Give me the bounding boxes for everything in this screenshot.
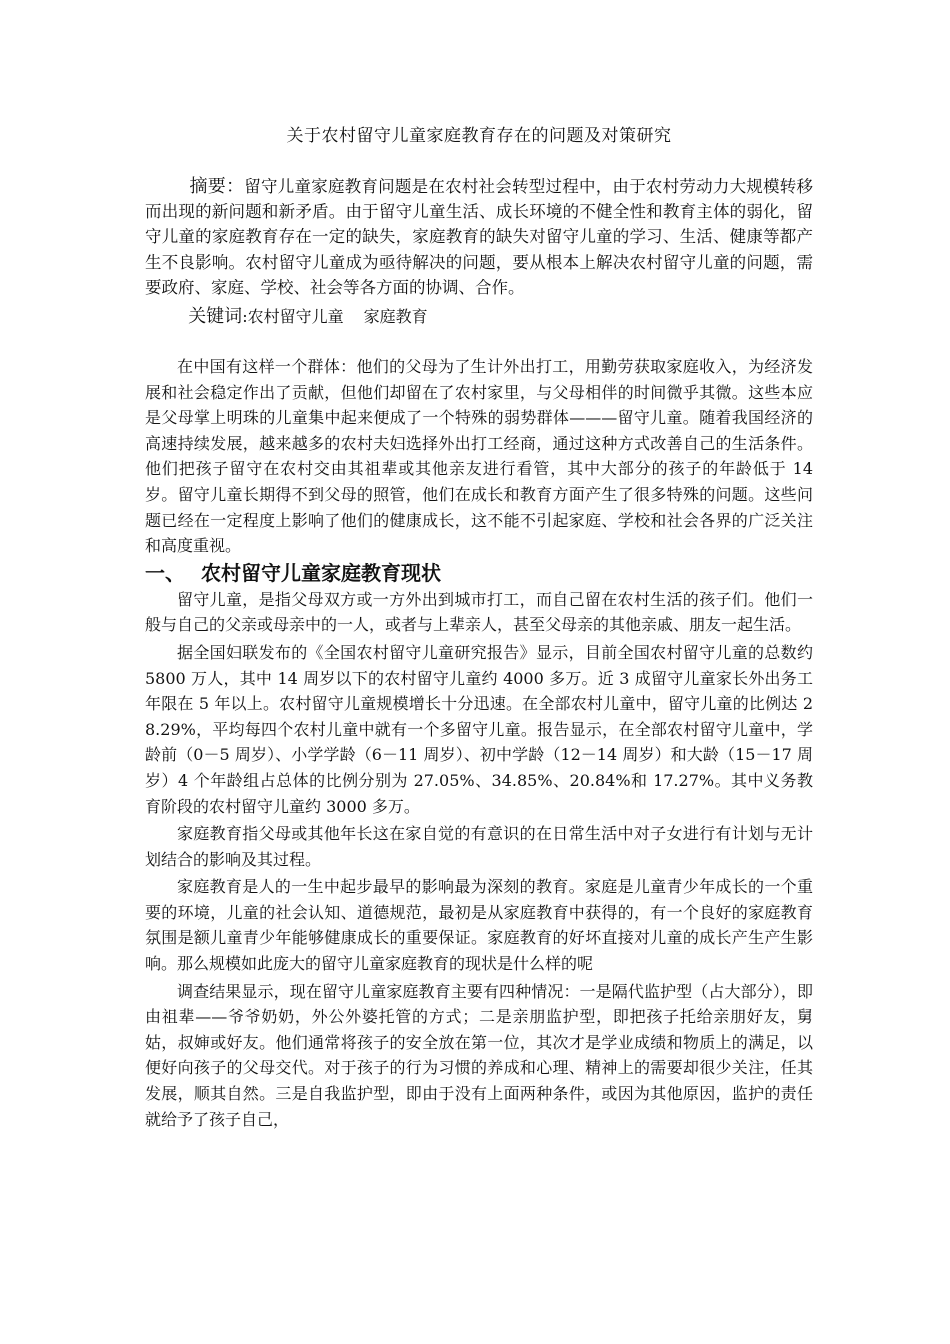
abstract-label: 摘要： xyxy=(189,176,245,197)
body-paragraph: 留守儿童，是指父母双方或一方外出到城市打工，而自己留在农村生活的孩子们。他们一般与自己的父亲或母亲中的一人，或者与上辈亲人，甚至父母亲的其他亲戚、朋友一起生活。 xyxy=(145,589,813,635)
keyword-2: 家庭教育 xyxy=(363,307,428,327)
document-title: 关于农村留守儿童家庭教育存在的问题及对策研究 xyxy=(286,126,672,146)
keywords-line xyxy=(145,304,813,330)
keyword-1: 农村留守儿童 xyxy=(247,307,344,327)
intro-paragraph: 在中国有这样一个群体：他们的父母为了生计外出打工，用勤劳获取家庭收入，为经济发展和社会稳定作出了贡献，但他们却留在了农村家里，与父母相伴的时间微乎其微。这些本应是父母掌上明珠的儿童集中起来便成了一个特殊的弱势群体———留守儿童。随着我国经济的高速持续发展，越来越多的农村夫妇选择外出打工经商，通过这种方式改善自己的生活条件。他们把孩子留守在农村交由其祖辈或其他亲友进行看管，其中大部分的孩子的年龄低于 14 岁。留守儿童长期得不到父母的照管，他们在成长和教育方面产生了很多特殊的问题。这些问题已经在一定程度上影响了他们的健康成长，这不能不引起家庭、学校和社会各界的广泛关注和高度重视。 xyxy=(145,357,813,556)
abstract-text: 留守儿童家庭教育问题是在农村社会转型过程中，由于农村劳动力大规模转移而出现的新问题和新矛盾。由于留守儿童生活、成长环境的不健全性和教育主体的弱化，留守儿童的家庭教育存在一定的缺失，家庭教育的缺失对留守儿童的学习、生活、健康等都产生不良影响。农村留守儿童成为亟待解决的问题，要从根本上解决农村留守儿童的问题，需要政府、家庭、学校、社会等各方面的协调、合作。 xyxy=(145,177,814,297)
section-number: 一、 xyxy=(145,560,185,585)
keywords-label: 关键词 xyxy=(188,306,243,328)
section-title: 农村留守儿童家庭教育现状 xyxy=(201,560,441,585)
body-paragraph: 家庭教育是人的一生中起步最早的影响最为深刻的教育。家庭是儿童青少年成长的一个重要的环境，儿童的社会认知、道德规范，最初是从家庭教育中获得的，有一个良好的家庭教育氛围是额儿童青少年能够健康成长的重要保证。家庭教育的好坏直接对儿童的成长产生产生影响。那么规模如此庞大的留守儿童家庭教育的现状是什么样的呢 xyxy=(145,877,813,974)
body-paragraph: 调查结果显示，现在留守儿童家庭教育主要有四种情况：一是隔代监护型（占大部分），即由祖辈——爷爷奶奶，外公外婆托管的方式；二是亲朋监护型，即把孩子托给亲朋好友，舅姑，叔婶或好友。他们通常将孩子的安全放在第一位，其次才是学业成绩和物质上的满足，以便好向孩子的父母交代。对于孩子的行为习惯的养成和心理、精神上的需要却很少关注，任其发展，顺其自然。三是自我监护型，即由于没有上面两种条件，或因为其他原因，监护的责任就给予了孩子自己， xyxy=(145,981,813,1129)
body-paragraph: 据全国妇联发布的《全国农村留守儿童研究报告》显示，目前全国农村留守儿童的总数约 5800 万人，其中 14 周岁以下的农村留守儿童约 4000 多万。近 3 成留守儿童家长外出务工年限在 5 年以上。农村留守儿童规模增长十分迅速。在全部农村儿童中，留守儿童的比例达 28.29%，平均每四个农村儿童中就有一个多留守儿童。报告显示，在全部农村留守儿童中，学龄前（0－5 周岁）、小学学龄（6－11 周岁）、初中学龄（12－14 周岁）和大龄（15－17 周岁）4 个年龄组占总体的比例分别为 27.05%、34.85%、20.84%和 17.27%。其中义务教育阶段的农村留守儿童约 3000 多万。 xyxy=(145,642,813,816)
keywords-separator: : xyxy=(242,307,248,327)
abstract-paragraph xyxy=(145,174,813,300)
section-heading xyxy=(145,559,813,587)
body-paragraph: 家庭教育指父母或其他年长这在家自觉的有意识的在日常生活中对子女进行有计划与无计划结合的影响及其过程。 xyxy=(145,824,813,869)
document-page xyxy=(145,118,813,1132)
